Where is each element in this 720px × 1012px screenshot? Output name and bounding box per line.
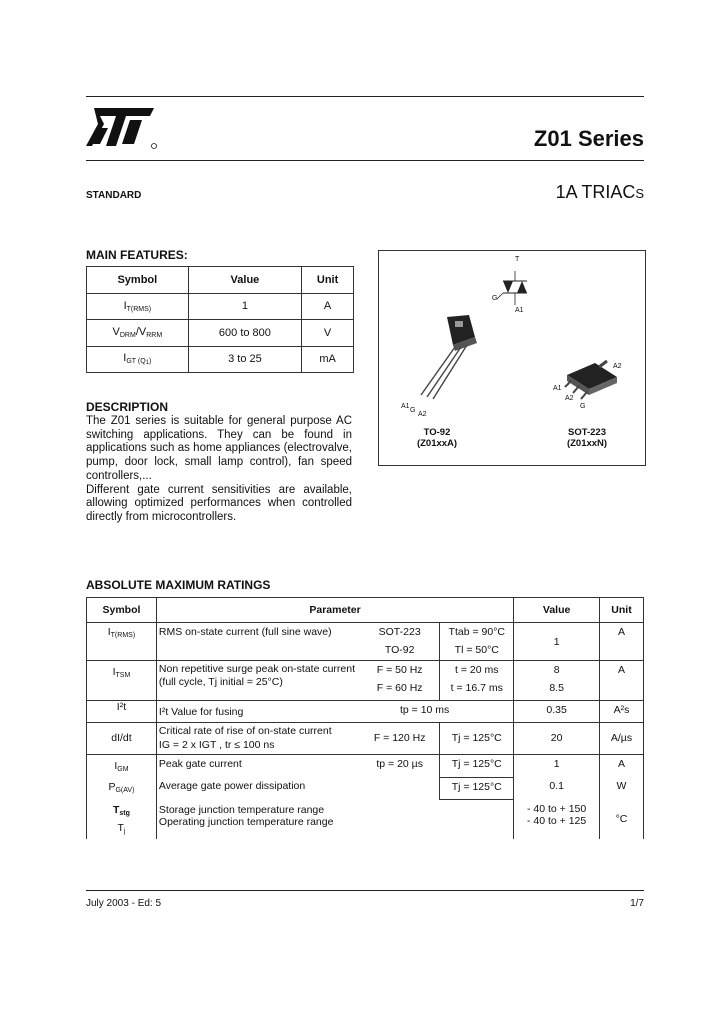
table-row — [87, 661, 644, 701]
description-paragraph-1: The Z01 series is suitable for general purpose AC switching applications. They can be found in applications such as home appliances (electrovalve, pump, door lock, small lamp control), fan speed controllers,... — [86, 415, 352, 482]
main-features-title: MAIN FEATURES: — [86, 248, 188, 262]
table-row — [87, 777, 644, 799]
value-cell: 1 — [188, 293, 301, 320]
table-row — [87, 320, 354, 347]
table-row — [87, 623, 644, 661]
cond1-cell: F = 120 Hz — [360, 723, 440, 755]
description-title: DESCRIPTION — [86, 400, 169, 414]
param-cell: I²t Value for fusing — [156, 701, 360, 723]
table-row — [87, 755, 644, 778]
sot223-pin-g: G — [580, 403, 586, 410]
param-cell: RMS on-state current (full sine wave) — [156, 623, 360, 661]
value-cell: 20 — [514, 723, 600, 755]
to92-package-icon — [399, 309, 489, 409]
unit-cell: A²s — [600, 701, 644, 723]
cond1-cell: tp = 20 µs — [360, 755, 440, 778]
to92-pin-a1: A1 — [401, 403, 410, 410]
param-cell: Critical rate of rise of on-state current IG = 2 x IGT , tr ≤ 100 ns — [156, 723, 360, 755]
table-row — [87, 293, 354, 320]
footer-page-number: 1/7 — [630, 898, 644, 909]
table-row — [87, 346, 354, 373]
series-title: Z01 Series — [533, 126, 644, 151]
package-box — [378, 250, 646, 466]
product-subtitle: 1A TRIACS — [555, 182, 644, 202]
category-label: STANDARD — [86, 190, 142, 201]
param-cell: Non repetitive surge peak on-state current (full cycle, Tj initial = 25°C) — [156, 661, 360, 701]
cond2-cell: t = 20 ms t = 16.7 ms — [440, 661, 514, 701]
value-cell: 8 8.5 — [514, 661, 600, 701]
unit-cell: A/µs — [600, 723, 644, 755]
col-value: Value — [514, 598, 600, 623]
table-header-row — [87, 267, 354, 294]
main-features-table — [86, 266, 354, 373]
title-rule — [86, 160, 644, 161]
table-row — [87, 799, 644, 839]
symbol-cell: $I_{GM}$ — [87, 755, 157, 778]
ratings-table — [86, 597, 644, 839]
col-parameter: Parameter — [156, 598, 513, 623]
value-cell: 0.1 — [514, 777, 600, 799]
param-cell: Peak gate current — [156, 755, 360, 778]
description-paragraph-2: Different gate current sensitivities are available, allowing optimized performances when controlled directly from microcontrollers. — [86, 483, 352, 523]
cond1-cell — [360, 777, 440, 799]
to92-name: TO-92 — [423, 427, 451, 438]
sot223-pin-a1: A1 — [553, 385, 562, 392]
unit-cell: A — [600, 661, 644, 701]
description-text — [86, 415, 352, 525]
unit-cell: mA — [302, 346, 354, 373]
value-cell: 0.35 — [514, 701, 600, 723]
symbol-cell: $T_{stg}$ $T_j$ — [87, 799, 157, 839]
col-unit: Unit — [600, 598, 644, 623]
footer-date: July 2003 - Ed: 5 — [86, 898, 162, 909]
symbol-cell: $I_{TSM}$ — [87, 661, 157, 701]
sot223-code: (Z01xxN) — [566, 438, 608, 449]
symbol-cell: I²t — [87, 701, 157, 723]
unit-cell: V — [302, 320, 354, 347]
cond2-cell: Ttab = 90°C Tl = 50°C — [440, 623, 514, 661]
symbol-cell: $I_{T(RMS)}$ — [87, 293, 189, 320]
symbol-cell: $I_{GT (Q1)}$ — [87, 346, 189, 373]
table-header-row — [87, 598, 644, 623]
unit-cell: °C — [600, 799, 644, 839]
cond-cell: tp = 10 ms — [360, 701, 514, 723]
table-row — [87, 723, 644, 755]
cond1-cell: F = 50 Hz F = 60 Hz — [360, 661, 440, 701]
symbol-pin-top: T — [515, 256, 520, 263]
cond2-cell: Tj = 125°C — [440, 723, 514, 755]
param-cell: Storage junction temperature range Operating junction temperature range — [156, 799, 513, 839]
col-symbol: Symbol — [87, 267, 189, 294]
symbol-pin-gate: G — [492, 295, 498, 302]
to92-pin-a2: A2 — [418, 411, 427, 418]
cond2-cell: Tj = 125°C — [440, 777, 514, 799]
col-unit: Unit — [302, 267, 354, 294]
cond2-cell: Tj = 125°C — [440, 755, 514, 778]
triac-symbol-icon — [489, 257, 539, 323]
value-cell: 600 to 800 — [188, 320, 301, 347]
ratings-title: ABSOLUTE MAXIMUM RATINGS — [86, 578, 271, 592]
to92-code: (Z01xxA) — [416, 438, 458, 449]
to92-pin-g: G — [410, 407, 416, 414]
sot223-pin-a2: A2 — [565, 395, 574, 402]
col-symbol: Symbol — [87, 598, 157, 623]
st-logo — [86, 102, 158, 150]
symbol-cell: $P_{G(AV)}$ — [87, 777, 157, 799]
value-cell: - 40 to + 150 - 40 to + 125 — [514, 799, 600, 839]
footer-rule — [86, 890, 644, 891]
param-cell: Average gate power dissipation — [156, 777, 360, 799]
value-cell: 1 — [514, 623, 600, 661]
unit-cell: W — [600, 777, 644, 799]
table-row — [87, 701, 644, 723]
unit-cell: A — [600, 755, 644, 778]
symbol-cell: $V_{DRM}/V_{RRM}$ — [87, 320, 189, 347]
sot223-pin-a2-tab: A2 — [613, 363, 622, 370]
symbol-pin-bottom: A1 — [515, 307, 524, 314]
top-rule — [86, 96, 644, 97]
unit-cell: A — [600, 623, 644, 661]
unit-cell: A — [302, 293, 354, 320]
cond1-cell: SOT-223 TO-92 — [360, 623, 440, 661]
value-cell: 3 to 25 — [188, 346, 301, 373]
col-value: Value — [188, 267, 301, 294]
sot223-name: SOT-223 — [567, 427, 607, 438]
symbol-cell: dI/dt — [87, 723, 157, 755]
symbol-cell: $I_{T(RMS)}$ — [87, 623, 157, 661]
value-cell: 1 — [514, 755, 600, 778]
